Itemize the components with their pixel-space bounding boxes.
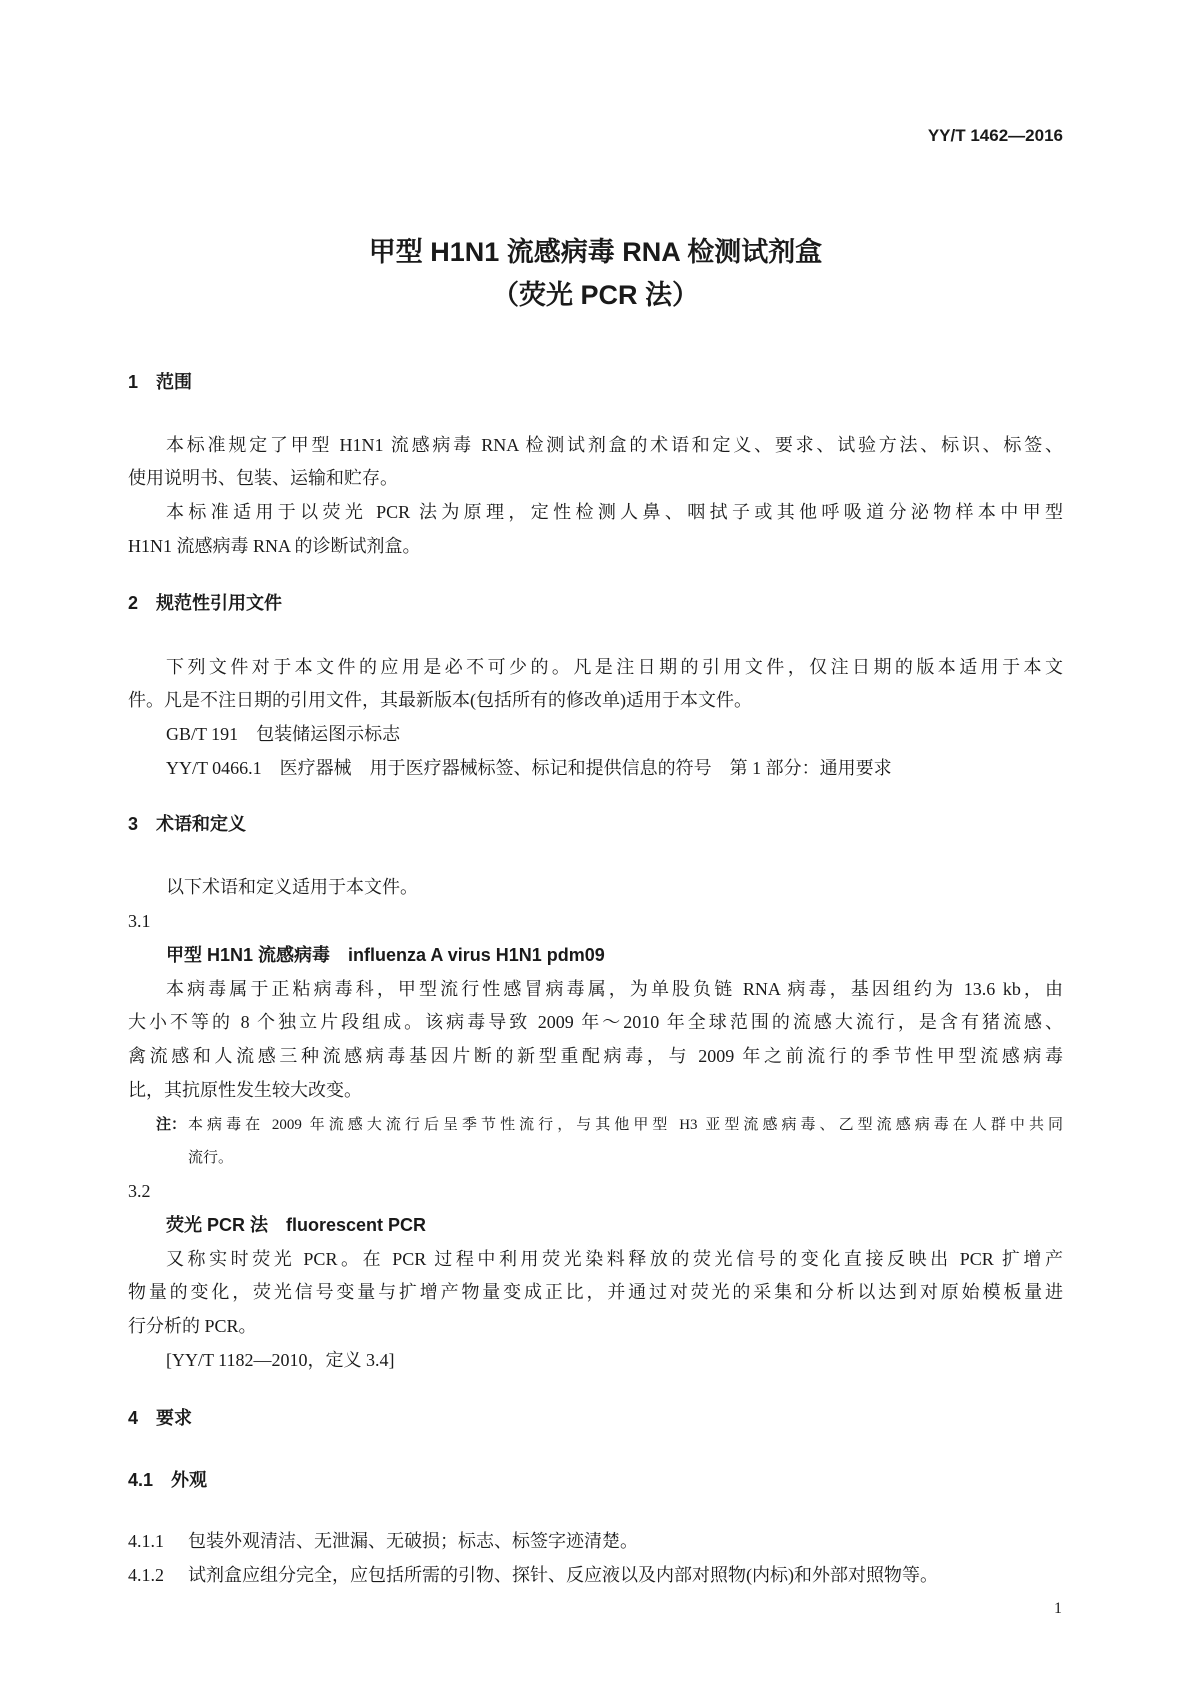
- note-line: 本病毒在 2009 年流感大流行后呈季节性流行，与其他甲型 H3 亚型流感病毒、乙型流感病毒在人群中共同: [188, 1117, 1063, 1133]
- paragraph-line: 件。凡是不注日期的引用文件，其最新版本(包括所有的修改单)适用于本文件。: [128, 690, 752, 710]
- paragraph-line: 使用说明书、包装、运输和贮存。: [128, 468, 398, 488]
- paragraph-line: 比，其抗原性发生较大改变。: [128, 1080, 362, 1100]
- page-number: 1: [1054, 1600, 1062, 1617]
- subsection-heading: 4.1 外观: [128, 1470, 208, 1490]
- standard-number: YY/T 1462—2016: [927, 126, 1063, 145]
- clause-number: 4.1.1: [128, 1531, 164, 1551]
- section-1-heading: 1 范围: [128, 372, 193, 392]
- section-2-heading: 2 规范性引用文件: [128, 593, 283, 613]
- term-title: 荧光 PCR 法 fluorescent PCR: [166, 1215, 427, 1235]
- document-subtitle: （荧光 PCR 法）: [491, 280, 699, 310]
- clause-text: 包装外观清洁、无泄漏、无破损；标志、标签字迹清楚。: [188, 1531, 638, 1551]
- paragraph-line: 本病毒属于正粘病毒科，甲型流行性感冒病毒属，为单股负链 RNA 病毒，基因组约为 13.6 kb，由: [166, 979, 1063, 999]
- paragraph-line: 物量的变化，荧光信号变量与扩增产物量变成正比，并通过对荧光的采集和分析以达到对原始模板量进: [128, 1282, 1063, 1302]
- paragraph-line: H1N1 流感病毒 RNA 的诊断试剂盒。: [128, 536, 421, 556]
- paragraph-line: 禽流感和人流感三种流感病毒基因片断的新型重配病毒，与 2009 年之前流行的季节性甲型流感病毒: [128, 1046, 1063, 1066]
- term-number: 3.1: [128, 911, 151, 931]
- paragraph-line: 行分析的 PCR。: [128, 1316, 257, 1336]
- paragraph-line: 又称实时荧光 PCR。在 PCR 过程中利用荧光染料释放的荧光信号的变化直接反映出 PCR 扩增产: [166, 1249, 1063, 1269]
- note-label: 注：: [156, 1116, 187, 1133]
- reference-item: YY/T 0466.1 医疗器械 用于医疗器械标签、标记和提供信息的符号 第 1 部分：通用要求: [166, 758, 892, 778]
- note-line: 流行。: [188, 1150, 234, 1166]
- term-title: 甲型 H1N1 流感病毒 influenza A virus H1N1 pdm09: [166, 945, 605, 965]
- term-source: [YY/T 1182—2010，定义 3.4]: [166, 1350, 395, 1370]
- paragraph-line: 以下术语和定义适用于本文件。: [166, 877, 418, 897]
- reference-item: GB/T 191 包装储运图示标志: [166, 724, 401, 744]
- clause-text: 试剂盒应组分完全，应包括所需的引物、探针、反应液以及内部对照物(内标)和外部对照物等。: [188, 1565, 938, 1585]
- paragraph-line: 本标准规定了甲型 H1N1 流感病毒 RNA 检测试剂盒的术语和定义、要求、试验方法、标识、标签、: [166, 435, 1063, 455]
- paragraph-line: 大小不等的 8 个独立片段组成。该病毒导致 2009 年～2010 年全球范围的流感大流行，是含有猪流感、: [128, 1012, 1063, 1032]
- section-4-heading: 4 要求: [128, 1408, 193, 1428]
- paragraph-line: 下列文件对于本文件的应用是必不可少的。凡是注日期的引用文件，仅注日期的版本适用于本文: [166, 657, 1063, 677]
- document-title: 甲型 H1N1 流感病毒 RNA 检测试剂盒: [368, 237, 823, 267]
- section-3-heading: 3 术语和定义: [128, 814, 247, 834]
- paragraph-line: 本标准适用于以荧光 PCR 法为原理，定性检测人鼻、咽拭子或其他呼吸道分泌物样本中甲型: [166, 502, 1063, 522]
- clause-number: 4.1.2: [128, 1565, 164, 1585]
- term-number: 3.2: [128, 1181, 151, 1201]
